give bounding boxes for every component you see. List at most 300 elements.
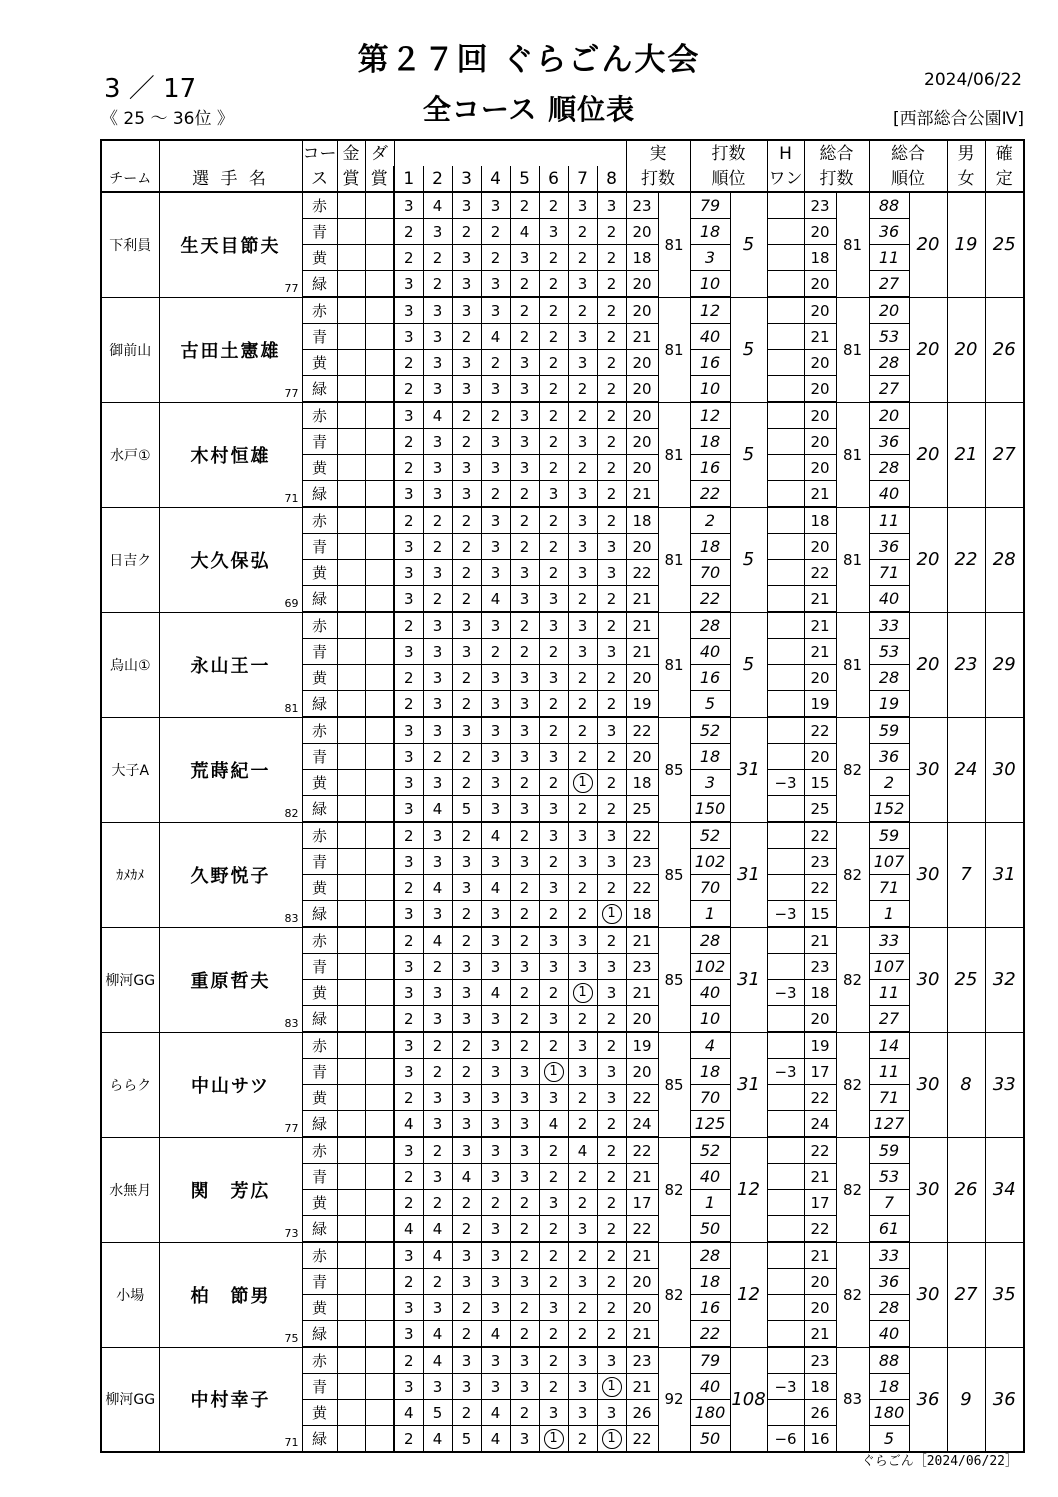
hole-score <box>539 376 568 403</box>
gold-award-cell <box>337 1032 365 1059</box>
hole-score-value: 3 <box>490 721 501 740</box>
course-rank: 3 <box>690 245 730 271</box>
col-team-head <box>101 140 159 166</box>
hole-score <box>568 1295 597 1321</box>
gold-award-cell <box>337 429 365 455</box>
hole-score <box>597 901 626 928</box>
da-award-cell <box>365 1321 394 1348</box>
hole-score-value: 2 <box>432 511 443 530</box>
hole-score <box>510 586 539 613</box>
hole-score-value: 4 <box>403 1219 414 1238</box>
hole-score <box>568 954 597 980</box>
course-total-rank: 36 <box>869 429 909 455</box>
hole-score <box>539 1216 568 1243</box>
hole-score <box>597 875 626 901</box>
hole-score <box>568 770 597 796</box>
gold-award-cell <box>337 1374 365 1400</box>
hole-score-value: 3 <box>548 747 559 766</box>
hole-in-one-bonus <box>767 245 804 271</box>
hole-score <box>452 481 481 508</box>
hole-score-value: 3 <box>606 957 617 976</box>
course-rank: 18 <box>690 1059 730 1085</box>
hole-score <box>568 1085 597 1111</box>
hole-in-one-bonus <box>767 350 804 376</box>
player-handicap: 73 <box>284 1226 299 1240</box>
gold-award-cell <box>337 1111 365 1138</box>
hole-score-value: 2 <box>519 274 530 293</box>
hole-in-one-bonus <box>767 744 804 770</box>
total-rank: 20 <box>909 297 947 402</box>
hole-score <box>394 927 423 954</box>
course-total-rank: 20 <box>869 297 909 324</box>
hole-score <box>568 245 597 271</box>
hole-score-value: 3 <box>548 1403 559 1422</box>
footer-stamp: ぐらごん［2024/06/22］ <box>861 1454 1018 1469</box>
hole-score <box>452 1111 481 1138</box>
hole-score-value: 3 <box>577 196 588 215</box>
hole-score-value: 3 <box>432 983 443 1002</box>
hole-score-value: 3 <box>490 773 501 792</box>
hole-score <box>394 376 423 403</box>
hole-score <box>568 586 597 613</box>
course-rank: 50 <box>690 1216 730 1243</box>
hole-score <box>510 849 539 875</box>
hole-score-value: 3 <box>490 799 501 818</box>
course-net: 20 <box>804 219 836 245</box>
hole-score-value: 2 <box>461 931 472 950</box>
hole-score <box>510 744 539 770</box>
hole-score <box>568 744 597 770</box>
hole-score <box>394 744 423 770</box>
da-award-cell <box>365 219 394 245</box>
hole-score <box>394 796 423 823</box>
hole-score <box>510 534 539 560</box>
course-rank: 18 <box>690 744 730 770</box>
hole-score-value: 2 <box>461 1403 472 1422</box>
gold-award-cell <box>337 954 365 980</box>
hole-score-value: 3 <box>548 1009 559 1028</box>
gender-rank: 24 <box>947 717 985 822</box>
da-award-cell <box>365 612 394 639</box>
hole-score-value: 2 <box>461 511 472 530</box>
hole-score <box>510 875 539 901</box>
hole-score-value: 3 <box>577 642 588 661</box>
hole-score-value: 2 <box>577 1324 588 1343</box>
hole-score-value: 2 <box>606 327 617 346</box>
hole-score <box>597 612 626 639</box>
hole-score-value: 3 <box>606 1062 617 1081</box>
hole-score-value: 3 <box>490 1141 501 1160</box>
hole-score <box>597 1426 626 1453</box>
hole-score <box>510 402 539 429</box>
hole-score <box>481 1400 510 1426</box>
hole-score <box>510 560 539 586</box>
course-net: 20 <box>804 297 836 324</box>
hole-score-value: 2 <box>403 616 414 635</box>
course-total-rank: 27 <box>869 376 909 403</box>
da-award-cell <box>365 954 394 980</box>
hole-score-value: 3 <box>432 458 443 477</box>
hole-score-value: 2 <box>490 248 501 267</box>
ranking-body <box>101 192 1024 1452</box>
hole-score-value: 3 <box>403 327 414 346</box>
hole-in-one-bonus <box>767 192 804 219</box>
hole-score <box>510 219 539 245</box>
player-name <box>159 717 302 822</box>
hole-score-value: 3 <box>490 1272 501 1291</box>
hole-in-one-bonus <box>767 219 804 245</box>
course-color: 黄 <box>302 1085 337 1111</box>
hole-score <box>539 1321 568 1348</box>
course-rank: 16 <box>690 1295 730 1321</box>
hole-score-value: 4 <box>432 196 443 215</box>
hole-score <box>568 219 597 245</box>
hole-score <box>539 324 568 350</box>
hole-score-value: 3 <box>577 537 588 556</box>
da-award-cell <box>365 770 394 796</box>
hole-score <box>510 954 539 980</box>
hole-score-value: 2 <box>461 668 472 687</box>
hole-score <box>539 560 568 586</box>
hole-score <box>568 1269 597 1295</box>
hole-score <box>597 954 626 980</box>
hole-score-value: 2 <box>606 1114 617 1133</box>
course-net: 21 <box>804 324 836 350</box>
course-subtotal: 23 <box>626 192 658 219</box>
course-total-rank: 27 <box>869 271 909 298</box>
col-player-label: 選 手 名 <box>159 166 302 192</box>
course-rank: 70 <box>690 560 730 586</box>
course-subtotal: 20 <box>626 429 658 455</box>
page-number: 3 ／ 17 <box>104 74 197 104</box>
course-net: 21 <box>804 481 836 508</box>
da-award-cell <box>365 1164 394 1190</box>
player-handicap: 77 <box>284 386 299 400</box>
hole-score <box>452 1216 481 1243</box>
hole-score <box>423 1242 452 1269</box>
hole-score-value: 2 <box>606 432 617 451</box>
hole-score-value: 3 <box>519 353 530 372</box>
hole-score <box>423 402 452 429</box>
hole-score <box>510 192 539 219</box>
hole-in-one-mark: 1 <box>544 1429 564 1449</box>
hole-score-value: 3 <box>606 563 617 582</box>
hole-score <box>423 901 452 928</box>
player-name <box>159 297 302 402</box>
course-net: 20 <box>804 1006 836 1033</box>
hole-score-value: 3 <box>490 563 501 582</box>
hole-score-value: 3 <box>606 1403 617 1422</box>
course-subtotal: 22 <box>626 822 658 849</box>
hole-score <box>481 1374 510 1400</box>
course-color: 赤 <box>302 612 337 639</box>
hole-score <box>539 534 568 560</box>
hole-score-value: 3 <box>490 537 501 556</box>
col-total-label: 打数 <box>804 166 869 192</box>
hole-score <box>510 1216 539 1243</box>
hole-score <box>568 1006 597 1033</box>
hole-score <box>597 1059 626 1085</box>
hole-score <box>394 1295 423 1321</box>
hole-score-value: 3 <box>461 957 472 976</box>
course-color: 黄 <box>302 980 337 1006</box>
actual-total: 81 <box>658 507 690 612</box>
hole-score-value: 2 <box>606 379 617 398</box>
hole-score-value: 3 <box>577 931 588 950</box>
hole-score <box>423 1216 452 1243</box>
course-total-rank: 88 <box>869 1347 909 1374</box>
hole-score-value: 2 <box>577 1246 588 1265</box>
col-strokes-rank-label: 順位 <box>690 166 767 192</box>
team-name: 柳河GG <box>101 927 159 1032</box>
course-subtotal: 19 <box>626 1032 658 1059</box>
hole-score-value: 3 <box>548 826 559 845</box>
hole-score <box>452 507 481 534</box>
hole-score-value: 2 <box>461 589 472 608</box>
hole-score <box>452 980 481 1006</box>
hole-score-value: 2 <box>519 1219 530 1238</box>
course-color: 青 <box>302 849 337 875</box>
course-color: 赤 <box>302 1347 337 1374</box>
hole-score-value: 2 <box>606 458 617 477</box>
hole-score <box>423 849 452 875</box>
hole-score-value: 2 <box>548 1167 559 1186</box>
course-subtotal: 19 <box>626 691 658 718</box>
strokes-rank: 5 <box>730 507 767 612</box>
hole-score <box>423 586 452 613</box>
hole-in-one-bonus <box>767 1006 804 1033</box>
course-total-rank: 28 <box>869 455 909 481</box>
hole-score-value: 2 <box>432 274 443 293</box>
course-rank: 22 <box>690 586 730 613</box>
hole-score <box>452 639 481 665</box>
course-net: 20 <box>804 271 836 298</box>
da-award-cell <box>365 1006 394 1033</box>
hole-score-value: 2 <box>577 1088 588 1107</box>
hole-score-value: 3 <box>519 694 530 713</box>
hole-score <box>597 1321 626 1348</box>
hole-score <box>597 560 626 586</box>
hole-score <box>510 927 539 954</box>
da-award-cell <box>365 350 394 376</box>
hole-score-value: 2 <box>606 589 617 608</box>
hole-score <box>423 612 452 639</box>
da-award-cell <box>365 534 394 560</box>
actual-total: 85 <box>658 927 690 1032</box>
hole-in-one-bonus: −3 <box>767 770 804 796</box>
course-subtotal: 20 <box>626 297 658 324</box>
course-subtotal: 17 <box>626 1190 658 1216</box>
hole-score <box>539 1269 568 1295</box>
hole-in-one-bonus: −3 <box>767 901 804 928</box>
course-color: 黄 <box>302 1190 337 1216</box>
hole-score-value: 3 <box>519 432 530 451</box>
course-subtotal: 20 <box>626 455 658 481</box>
hole-score <box>539 927 568 954</box>
total-strokes: 81 <box>836 612 869 717</box>
hole-score <box>539 796 568 823</box>
hole-score-value: 2 <box>403 1167 414 1186</box>
hole-score <box>481 534 510 560</box>
hole-score <box>481 297 510 324</box>
hole-score <box>510 1347 539 1374</box>
course-color: 黄 <box>302 875 337 901</box>
hole-in-one-bonus <box>767 402 804 429</box>
hole-score <box>510 1426 539 1453</box>
hole-score-value: 4 <box>490 1429 501 1448</box>
hole-score <box>597 1032 626 1059</box>
hole-score <box>481 1190 510 1216</box>
hole-in-one-bonus <box>767 1164 804 1190</box>
hole-score-value: 3 <box>577 484 588 503</box>
gold-award-cell <box>337 586 365 613</box>
hole-score-value: 2 <box>461 222 472 241</box>
hole-score <box>423 192 452 219</box>
hole-score <box>394 350 423 376</box>
hole-score <box>597 1242 626 1269</box>
hole-score <box>539 691 568 718</box>
col-da-label: 賞 <box>365 166 394 192</box>
hole-score-value: 3 <box>490 1088 501 1107</box>
hole-score <box>597 271 626 298</box>
da-award-cell <box>365 1137 394 1164</box>
hole-in-one-bonus <box>767 1137 804 1164</box>
course-color: 青 <box>302 534 337 560</box>
hole-score-value: 4 <box>577 1141 588 1160</box>
hole-score-value: 3 <box>490 1246 501 1265</box>
course-color: 赤 <box>302 717 337 744</box>
player-handicap: 69 <box>284 596 299 610</box>
hole-score <box>452 534 481 560</box>
player-handicap: 83 <box>284 1016 299 1030</box>
hole-score-value: 2 <box>461 563 472 582</box>
hole-score-value: 3 <box>432 694 443 713</box>
hole-score <box>423 770 452 796</box>
hole-score <box>423 1059 452 1085</box>
hole-score <box>510 1295 539 1321</box>
course-net: 22 <box>804 560 836 586</box>
course-color: 緑 <box>302 901 337 928</box>
course-net: 20 <box>804 1295 836 1321</box>
hole-score <box>394 1032 423 1059</box>
course-total-rank: 53 <box>869 639 909 665</box>
hole-score-value: 3 <box>432 484 443 503</box>
hole-score <box>481 927 510 954</box>
hole-score <box>394 665 423 691</box>
team-name: 柳河GG <box>101 1347 159 1452</box>
da-award-cell <box>365 1400 394 1426</box>
hole-score <box>568 796 597 823</box>
hole-in-one-bonus <box>767 1032 804 1059</box>
hole-score <box>452 1059 481 1085</box>
hole-score-value: 4 <box>432 1219 443 1238</box>
course-color: 黄 <box>302 770 337 796</box>
hole-score-value: 4 <box>432 406 443 425</box>
hole-in-one-bonus <box>767 822 804 849</box>
course-rank: 5 <box>690 691 730 718</box>
hole-score-value: 2 <box>606 747 617 766</box>
course-rank: 40 <box>690 1374 730 1400</box>
col-gold-label: 賞 <box>337 166 365 192</box>
hole-score-value: 3 <box>461 721 472 740</box>
course-subtotal: 24 <box>626 1111 658 1138</box>
hole-score-value: 4 <box>490 589 501 608</box>
hole-in-one-bonus <box>767 1347 804 1374</box>
hole-score <box>539 1347 568 1374</box>
hole-score <box>568 1374 597 1400</box>
hole-score-value: 3 <box>432 668 443 687</box>
hole-score-value: 3 <box>519 458 530 477</box>
hole-score-value: 4 <box>490 878 501 897</box>
da-award-cell <box>365 429 394 455</box>
hole-score <box>510 245 539 271</box>
hole-score <box>481 1085 510 1111</box>
hole-score-value: 4 <box>403 1114 414 1133</box>
hole-score-value: 2 <box>519 1298 530 1317</box>
gold-award-cell <box>337 1269 365 1295</box>
hole-score <box>510 770 539 796</box>
player-name-text: 荒蒔紀一 <box>190 760 271 782</box>
hole-score-value: 2 <box>606 511 617 530</box>
hole-score <box>452 954 481 980</box>
course-rank: 28 <box>690 1242 730 1269</box>
actual-total: 85 <box>658 822 690 927</box>
hole-score-value: 4 <box>461 1167 472 1186</box>
hole-score <box>394 245 423 271</box>
final-rank: 26 <box>985 297 1024 402</box>
da-award-cell <box>365 796 394 823</box>
table-row <box>101 1137 1024 1164</box>
hole-score-value: 2 <box>461 432 472 451</box>
hole-score <box>423 717 452 744</box>
course-rank: 10 <box>690 1006 730 1033</box>
actual-total: 82 <box>658 1242 690 1347</box>
hole-score <box>423 1006 452 1033</box>
course-subtotal: 20 <box>626 402 658 429</box>
da-award-cell <box>365 560 394 586</box>
course-color: 赤 <box>302 192 337 219</box>
course-color: 赤 <box>302 1137 337 1164</box>
course-color: 緑 <box>302 1006 337 1033</box>
hole-in-one-bonus <box>767 507 804 534</box>
course-subtotal: 18 <box>626 901 658 928</box>
gold-award-cell <box>337 927 365 954</box>
gold-award-cell <box>337 612 365 639</box>
player-name <box>159 822 302 927</box>
hole-score <box>452 1295 481 1321</box>
hole-score <box>597 1164 626 1190</box>
hole-score-value: 2 <box>606 301 617 320</box>
hole-score <box>481 271 510 298</box>
hole-score <box>452 1242 481 1269</box>
course-color: 緑 <box>302 1426 337 1453</box>
course-net: 20 <box>804 744 836 770</box>
hole-in-one-mark: 1 <box>602 1377 622 1397</box>
course-rank: 16 <box>690 665 730 691</box>
gold-award-cell <box>337 1347 365 1374</box>
hole-score-value: 2 <box>577 1167 588 1186</box>
col-strokes-rank-head: 打数 <box>690 140 767 166</box>
course-total-rank: 61 <box>869 1216 909 1243</box>
hole-score-value: 2 <box>577 222 588 241</box>
hole-score <box>597 1269 626 1295</box>
hole-score <box>394 1137 423 1164</box>
hole-in-one-bonus <box>767 796 804 823</box>
hole-score-value: 3 <box>490 694 501 713</box>
hole-score <box>539 1242 568 1269</box>
hole-score <box>568 271 597 298</box>
hole-score <box>568 1190 597 1216</box>
